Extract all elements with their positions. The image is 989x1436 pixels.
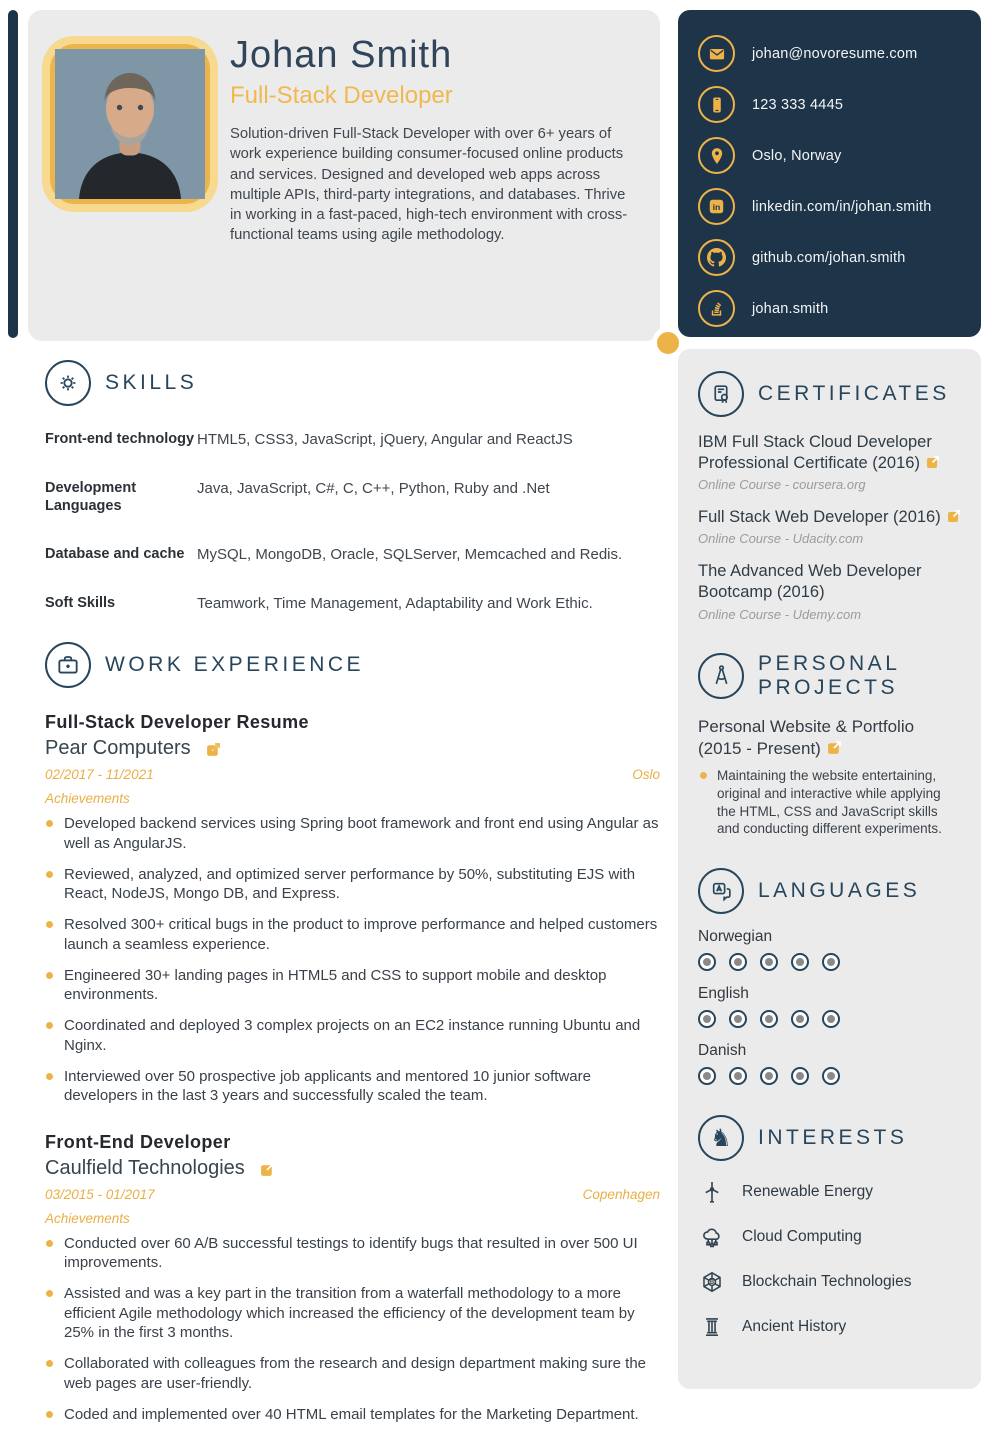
language-name: English xyxy=(698,985,749,1003)
level-dot xyxy=(729,953,747,971)
level-dot xyxy=(822,1010,840,1028)
contact-row-email[interactable] xyxy=(698,28,967,79)
skill-row xyxy=(45,479,660,517)
skill-value: MySQL, MongoDB, Oracle, SQLServer, Memcached and Redis. xyxy=(197,546,623,564)
contact-row-github[interactable] xyxy=(698,232,967,283)
interest-label: Ancient History xyxy=(742,1318,847,1336)
language-item xyxy=(698,928,961,971)
interests-section-header xyxy=(698,1115,961,1161)
projects-section-title: PERSONAL PROJECTS xyxy=(758,651,900,699)
job-title: Front-End Developer xyxy=(45,1131,231,1152)
profile-photo xyxy=(55,49,205,199)
contact-phone: 123 333 4445 xyxy=(752,96,844,113)
skills-icon xyxy=(45,360,91,406)
achievement-list xyxy=(45,1234,660,1425)
level-dot xyxy=(698,953,716,971)
phone-icon xyxy=(698,86,735,123)
drafting-compass-icon xyxy=(698,653,744,699)
job-period: 02/2017 - 11/2021 xyxy=(45,767,154,783)
achievement-item: Reviewed, analyzed, and optimized server performance by 50%, substituting EJS with React, NodeJS, Mongo DB, and Express. xyxy=(45,865,660,904)
interest-label: Renewable Energy xyxy=(742,1183,873,1201)
external-link-icon[interactable] xyxy=(206,742,221,757)
achievement-item: Conducted over 60 A/B successful testings to identify bugs that resulted in over 500 UI improvements. xyxy=(45,1234,660,1273)
skill-value: HTML5, CSS3, JavaScript, jQuery, Angular and ReactJS xyxy=(197,431,573,448)
level-dot xyxy=(791,1010,809,1028)
skills-section-title: SKILLS xyxy=(105,370,198,394)
language-item xyxy=(698,985,961,1028)
cloud-icon xyxy=(698,1223,726,1251)
level-dot xyxy=(822,953,840,971)
job-period: 03/2015 - 01/2017 xyxy=(45,1186,155,1202)
certificates-section-header xyxy=(698,371,961,417)
achievement-item: Coordinated and deployed 3 complex projects on an EC2 instance running Ubuntu and Nginx. xyxy=(45,1016,660,1055)
skill-row xyxy=(45,545,660,565)
external-link-icon[interactable] xyxy=(260,1162,275,1177)
level-dot xyxy=(760,1010,778,1028)
contact-row-linkedin[interactable] xyxy=(698,181,967,232)
language-level xyxy=(698,1010,961,1028)
blockchain-icon xyxy=(698,1268,726,1296)
contact-location: Oslo, Norway xyxy=(752,147,842,164)
certificate-item xyxy=(698,507,961,546)
work-section-title: WORK EXPERIENCE xyxy=(105,653,365,677)
interest-item xyxy=(698,1268,961,1296)
skill-value: Teamwork, Time Management, Adaptability and Work Ethic. xyxy=(197,594,593,612)
column-icon xyxy=(698,1313,726,1341)
linkedin-icon xyxy=(698,188,735,225)
external-link-icon[interactable] xyxy=(926,455,940,469)
languages-section-header xyxy=(698,868,961,914)
interest-label: Blockchain Technologies xyxy=(742,1273,912,1291)
svg-text:in: in xyxy=(712,202,721,213)
interest-item xyxy=(698,1313,961,1341)
achievement-item: Coded and implemented over 40 HTML email templates for the Marketing Department. xyxy=(45,1405,660,1425)
interests-section xyxy=(698,1115,961,1341)
profile-photo-inner-frame xyxy=(50,44,210,204)
languages-section-title: LANGUAGES xyxy=(758,879,921,903)
personal-projects-section xyxy=(698,652,961,839)
job-title: Full-Stack Developer Resume xyxy=(45,712,309,733)
certificates-section xyxy=(698,371,961,622)
projects-section-header xyxy=(698,652,961,700)
stackoverflow-icon xyxy=(698,290,735,327)
certificate-subtitle: Online Course - Udemy.com xyxy=(698,606,862,622)
company-name[interactable]: Pear Computers xyxy=(45,737,191,760)
achievement-item: Interviewed over 50 prospective job applicants and mentored 10 junior software developers in the last 3 years and successfully scaled the team. xyxy=(45,1067,660,1106)
right-column-card xyxy=(678,349,981,1389)
github-icon xyxy=(698,239,735,276)
person-title: Full-Stack Developer xyxy=(230,82,453,109)
level-dot xyxy=(822,1067,840,1085)
summary-text: Solution-driven Full-Stack Developer with over 6+ years of work experience building consumer-focused online products and services. Designed and developed web apps across multiple APIs, third-party integrations, and databases. Thrive in working in a fast-paced, high-tech environment with cross-functional teams using agile methodology. xyxy=(230,126,628,244)
skill-row xyxy=(45,594,660,614)
job-entry xyxy=(45,1132,660,1425)
chess-knight-icon: ♞ xyxy=(698,1115,744,1161)
skill-label: Development Languages xyxy=(45,479,137,515)
skill-label: Soft Skills xyxy=(45,594,116,611)
accent-bar xyxy=(8,10,18,338)
skills-section-header xyxy=(45,360,660,406)
certificate-item xyxy=(698,561,961,621)
company-name[interactable]: Caulfield Technologies xyxy=(45,1156,245,1179)
level-dot xyxy=(698,1067,716,1085)
certificate-subtitle: Online Course - coursera.org xyxy=(698,477,866,493)
level-dot xyxy=(791,953,809,971)
certificate-icon xyxy=(698,371,744,417)
achievement-item: Resolved 300+ critical bugs in the product to improve performance and helped customers launch a seamless experience. xyxy=(45,915,660,954)
location-icon xyxy=(698,137,735,174)
main-column xyxy=(45,360,660,1436)
work-section-header xyxy=(45,642,660,688)
contact-github: github.com/johan.smith xyxy=(752,249,906,266)
languages-section xyxy=(698,868,961,1085)
level-dot xyxy=(760,1067,778,1085)
skill-label: Front-end technology xyxy=(45,431,195,447)
skill-label: Database and cache xyxy=(45,546,185,563)
level-dot xyxy=(729,1010,747,1028)
interests-section-title: INTERESTS xyxy=(758,1126,908,1150)
language-name: Norwegian xyxy=(698,928,773,946)
header-card xyxy=(28,10,660,341)
certificate-title[interactable]: Full Stack Web Developer (2016) xyxy=(698,508,941,527)
project-description: Maintaining the website entertaining, original and interactive while applying the HTML, CSS and JavaScript skills and conducting different experiments. xyxy=(698,767,961,838)
contact-row-location xyxy=(698,130,967,181)
job-location: Oslo xyxy=(632,767,660,783)
email-icon xyxy=(698,35,735,72)
skill-value: Java, JavaScript, C#, C, C++, Python, Ruby and .Net xyxy=(197,479,550,497)
achievement-item: Developed backend services using Spring boot framework and front end using Angular as well as AngularJS. xyxy=(45,814,660,853)
contact-card xyxy=(678,10,981,337)
achievements-label: Achievements xyxy=(45,791,130,807)
achievement-list xyxy=(45,814,660,1106)
svg-text:B: B xyxy=(709,1280,715,1287)
interest-item xyxy=(698,1223,961,1251)
language-item xyxy=(698,1042,961,1085)
contact-row-phone[interactable] xyxy=(698,79,967,130)
contact-website: johan.smith xyxy=(752,300,829,317)
external-link-icon[interactable] xyxy=(947,509,961,523)
certificate-item xyxy=(698,432,961,492)
level-dot xyxy=(791,1067,809,1085)
job-entry xyxy=(45,712,660,1106)
interest-label: Cloud Computing xyxy=(742,1228,862,1246)
achievement-item: Engineered 30+ landing pages in HTML5 and CSS to support mobile and desktop environments. xyxy=(45,966,660,1005)
external-link-icon[interactable] xyxy=(827,740,842,755)
work-experience-section xyxy=(45,642,660,1424)
level-dot xyxy=(698,1010,716,1028)
achievement-item: Collaborated with colleagues from the research and design department making sure the web pages are user-friendly. xyxy=(45,1354,660,1393)
contact-linkedin: linkedin.com/in/johan.smith xyxy=(752,198,932,215)
briefcase-icon xyxy=(45,642,91,688)
skill-row xyxy=(45,430,660,450)
profile-photo-frame xyxy=(42,36,218,212)
language-level xyxy=(698,1067,961,1085)
language-level xyxy=(698,953,961,971)
certificate-title[interactable]: IBM Full Stack Cloud Developer Professional Certificate (2016) xyxy=(698,433,932,473)
language-name: Danish xyxy=(698,1042,747,1060)
job-location: Copenhagen xyxy=(582,1186,660,1202)
level-dot xyxy=(729,1067,747,1085)
certificates-section-title: CERTIFICATES xyxy=(758,381,950,405)
project-title[interactable]: Personal Website & Portfolio (2015 - Present) xyxy=(698,716,915,758)
wind-turbine-icon xyxy=(698,1178,726,1206)
contact-row-stackoverflow[interactable] xyxy=(698,283,967,334)
interest-item xyxy=(698,1178,961,1206)
certificate-subtitle: Online Course - Udacity.com xyxy=(698,531,864,547)
contact-email: johan@novoresume.com xyxy=(752,45,918,62)
level-dot xyxy=(760,953,778,971)
project-item xyxy=(698,716,961,838)
translate-icon xyxy=(698,868,744,914)
certificate-title: The Advanced Web Developer Bootcamp (2016) xyxy=(698,562,922,602)
person-name: Johan Smith xyxy=(230,34,453,76)
achievement-item: Assisted and was a key part in the transition from a waterfall methodology to a more efficient Agile methodology which increased the efficiency of the development team by 25% in the first 3 months. xyxy=(45,1284,660,1343)
achievements-label: Achievements xyxy=(45,1210,130,1226)
skills-table xyxy=(45,430,660,613)
